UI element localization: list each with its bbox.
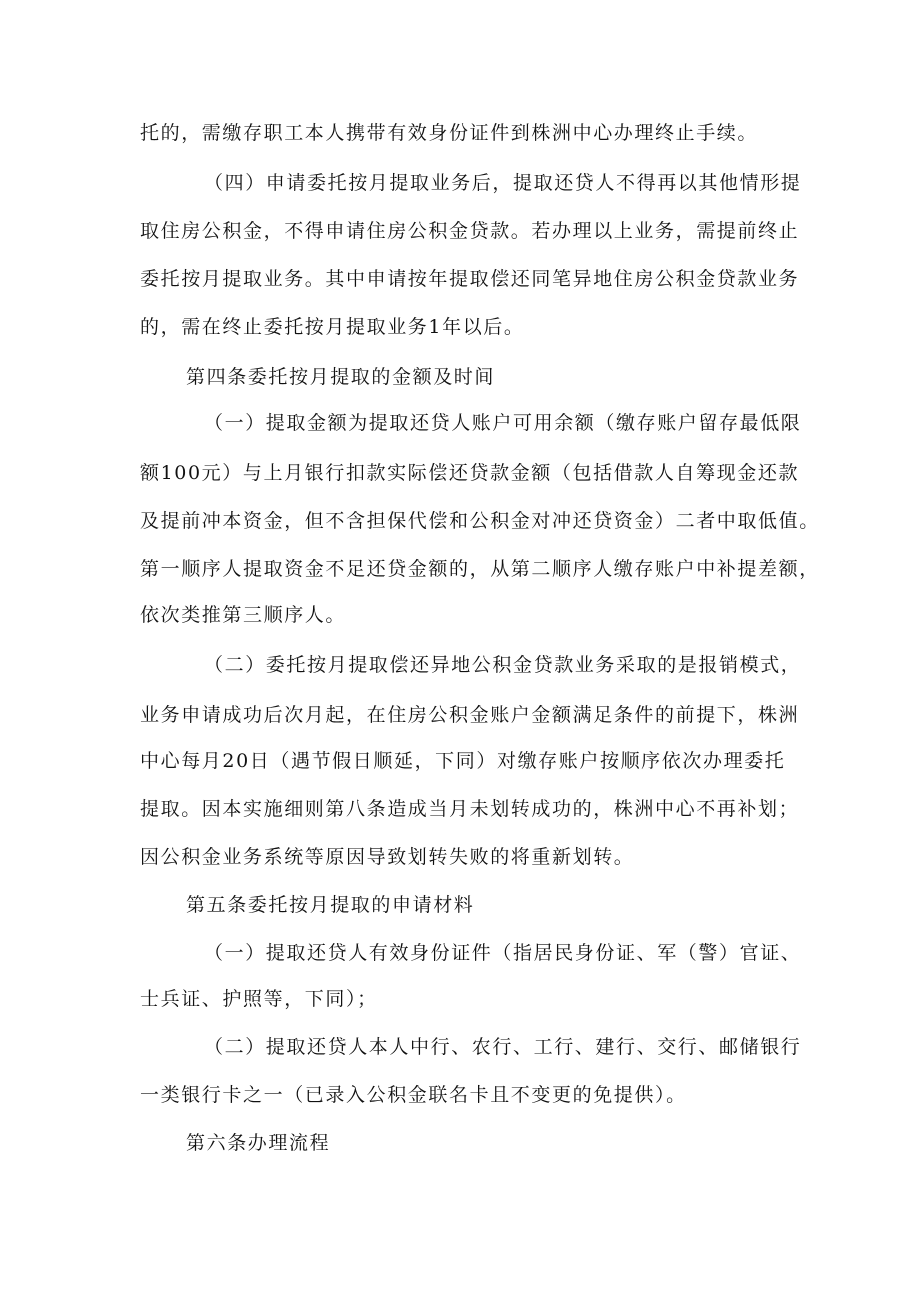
paragraph-line: 中心每月20日（遇节假日顺延，下同）对缴存账户按顺序依次办理委托 (140, 750, 786, 772)
paragraph-line: 第一顺序人提取资金不足还贷金额的，从第二顺序人缴存账户中补提差额， (140, 558, 820, 580)
paragraph-line: 提取。因本实施细则第八条造成当月未划转成功的，株洲中心不再补划； (140, 798, 800, 820)
paragraph-line: 依次类推第三顺序人。 (140, 604, 347, 626)
paragraph-line: 额100元）与上月银行扣款实际偿还贷款金额（包括借款人自筹现金还款 (140, 462, 800, 484)
clause-heading-line: （一）提取还贷人有效身份证件（指居民身份证、军（警）官证、 (204, 942, 802, 964)
article-heading: 第五条委托按月提取的申请材料 (186, 894, 475, 916)
article-heading: 第四条委托按月提取的金额及时间 (186, 366, 496, 388)
paragraph-line: 业务申请成功后次月起，在住房公积金账户金额满足条件的前提下，株洲 (140, 704, 800, 726)
clause-heading-line: （二）提取还贷人本人中行、农行、工行、建行、交行、邮储银行 (204, 1036, 802, 1058)
paragraph-line: 因公积金业务系统等原因导致划转失败的将重新划转。 (140, 846, 635, 868)
paragraph-line: 托的，需缴存职工本人携带有效身份证件到株洲中心办理终止手续。 (140, 122, 759, 144)
paragraph-line: 委托按月提取业务。其中申请按年提取偿还同笔异地住房公积金贷款业务 (140, 268, 800, 290)
paragraph-line: 取住房公积金，不得申请住房公积金贷款。若办理以上业务，需提前终止 (140, 220, 800, 242)
paragraph-line: 及提前冲本资金，但不含担保代偿和公积金对冲还贷资金）二者中取低值。 (140, 510, 820, 532)
article-heading: 第六条办理流程 (186, 1132, 331, 1154)
paragraph-line: 的，需在终止委托按月提取业务1年以后。 (140, 316, 525, 338)
clause-heading-line: （四）申请委托按月提取业务后，提取还贷人不得再以其他情形提 (204, 172, 802, 194)
paragraph-line: 士兵证、护照等，下同）； (140, 988, 378, 1010)
clause-heading-line: （二）委托按月提取偿还异地公积金贷款业务采取的是报销模式， (204, 654, 802, 676)
clause-heading-line: （一）提取金额为提取还贷人账户可用余额（缴存账户留存最低限 (204, 412, 802, 434)
paragraph-line: 一类银行卡之一（已录入公积金联名卡且不变更的免提供）。 (140, 1084, 687, 1106)
